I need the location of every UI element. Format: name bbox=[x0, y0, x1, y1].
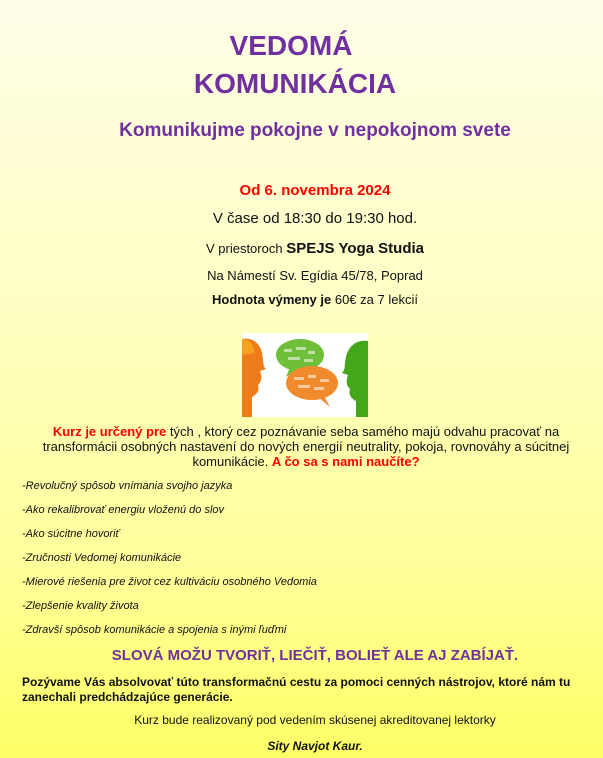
list-item: -Zlepšenie kvality života bbox=[22, 600, 139, 612]
venue-name: SPEJS Yoga Studia bbox=[286, 240, 425, 257]
venue bbox=[0, 240, 603, 257]
price bbox=[0, 292, 603, 307]
list-item: -Ako rekalibrovať energiu vloženú do slov bbox=[22, 504, 225, 516]
two-heads-speech-bubble-icon bbox=[242, 333, 368, 417]
intro-lead: Kurz je určený pre bbox=[52, 424, 167, 439]
start-date: Od 6. novembra 2024 bbox=[239, 182, 391, 199]
title-line-1: VEDOMÁ bbox=[229, 30, 353, 61]
time: V čase od 18:30 do 19:30 hod. bbox=[212, 210, 418, 227]
address: Na Námestí Sv. Egídia 45/78, Poprad bbox=[207, 268, 423, 283]
benefits-list bbox=[22, 478, 317, 646]
lector-line: Kurz bude realizovaný pod vedením skúsenej akreditovanej lektorky bbox=[134, 713, 496, 727]
motto: SLOVÁ MOŽU TVORIŤ, LIEČIŤ, BOLIEŤ ALE AJ ZABÍJAŤ. bbox=[111, 647, 519, 664]
course-intro bbox=[30, 424, 582, 469]
intro-question: A čo sa s nami naučíte? bbox=[271, 454, 420, 469]
list-item: -Ako súcitne hovoriť bbox=[22, 528, 120, 540]
list-item: -Mierové riešenia pre život cez kultiváciu osobného Vedomia bbox=[22, 576, 317, 588]
price-value: 60€ za 7 lekcií bbox=[331, 292, 418, 307]
lector-name: Sity Navjot Kaur. bbox=[267, 739, 363, 753]
list-item: -Revolučný spôsob vnímania svojho jazyka bbox=[22, 480, 233, 492]
speech-bubble-illustration bbox=[242, 333, 368, 417]
invitation: Pozývame Vás absolvovať túto transformačnú cestu za pomoci cenných nástrojov, ktoré nám tu zanechali predchádzajúce generácie. bbox=[22, 675, 571, 704]
list-item: -Zdravší spôsob komunikácie a spojenia s inými ľuďmi bbox=[22, 624, 287, 636]
intro-body: tých , ktorý cez poznávanie seba samého majú odvahu pracovať na transformácii osobných nastavení do nových energií neutrality, pokoja, rovnováhy a súcitnej komunikácie. bbox=[42, 424, 570, 469]
subtitle: Komunikujme pokojne v nepokojnom svete bbox=[119, 120, 511, 141]
list-item: -Zručnosti Vedomej komunikácie bbox=[22, 552, 182, 564]
price-label: Hodnota výmeny je bbox=[212, 292, 332, 307]
venue-prefix: V priestoroch bbox=[205, 241, 287, 256]
title-line-2: KOMUNIKÁCIA bbox=[193, 68, 397, 99]
